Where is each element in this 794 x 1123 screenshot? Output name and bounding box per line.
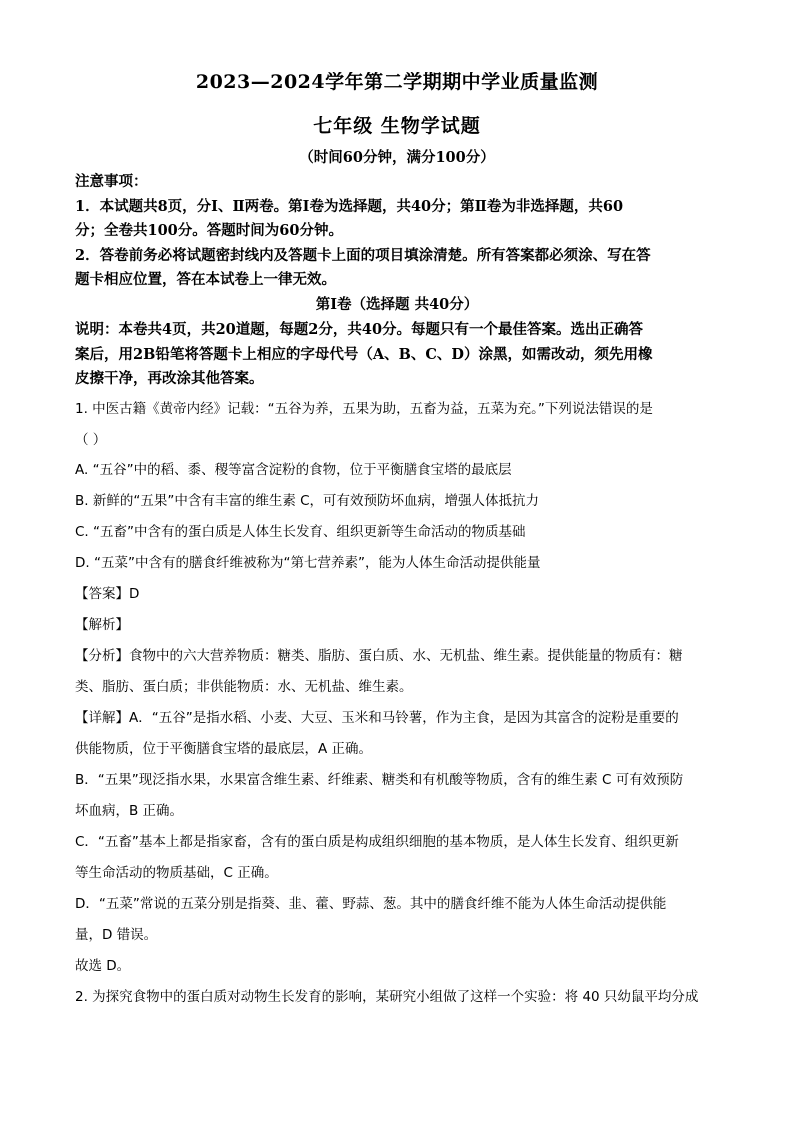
exam-subject: 七年级 生物学试题 <box>313 116 481 136</box>
fenxi-text-cont: 类、脂肪、蛋白质；非供能物质：水、无机盐、维生素。 <box>75 679 413 695</box>
notice-item-2: 2．答卷前务必将试题密封线内及答题卡上面的项目填涂清楚。所有答案都必须涂、写在答 <box>75 247 651 264</box>
xiangjie-d: D．“五菜”常说的五菜分别是指葵、韭、藿、野蒜、葱。其中的膳食纤维不能为人体生命活动提供能 <box>75 896 667 912</box>
xiangjie-c: C．“五畜”基本上都是指家畜，含有的蛋白质是构成组织细胞的基本物质，是人体生长发育、组织更新 <box>75 834 679 850</box>
xiangjie-b-cont: 坏血病，B 正确。 <box>75 803 184 819</box>
xiangjie-a: A．“五谷”是指水稻、小麦、大豆、玉米和马铃薯，作为主食，是因为其富含的淀粉是重要的 <box>129 710 679 726</box>
fenxi-text: 食物中的六大营养物质：糖类、脂肪、蛋白质、水、无机盐、维生素。提供能量的物质有：糖 <box>129 648 683 664</box>
section-1-desc: 说明：本卷共4页，共20道题，每题2分，共40分。每题只有一个最佳答案。选出正确答 <box>75 321 644 338</box>
section-1-desc-cont-2: 皮擦干净，再改涂其他答案。 <box>75 370 264 387</box>
question-1-option-a: A. “五谷”中的稻、黍、稷等富含淀粉的食物，位于平衡膳食宝塔的最底层 <box>75 462 512 478</box>
notice-heading: 注意事项： <box>75 173 148 190</box>
fenxi-row <box>75 646 725 666</box>
analysis-tag: 【解析】 <box>75 617 129 633</box>
xiangjie-c-cont: 等生命活动的物质基础，C 正确。 <box>75 865 278 881</box>
question-1-stem: 1. 中医古籍《黄帝内经》记载：“五谷为养，五果为助，五畜为益，五菜为充。”下列说法错误的是 <box>75 401 653 417</box>
xiangjie-tag: 【详解】 <box>75 710 129 726</box>
notice-item-2-cont: 题卡相应位置，答在本试卷上一律无效。 <box>75 271 336 288</box>
question-2-stem: 2. 为探究食物中的蛋白质对动物生长发育的影响，某研究小组做了这样一个实验：将 40 只幼鼠平均分成 <box>75 989 699 1005</box>
xiangjie-d-cont: 量，D 错误。 <box>75 927 158 943</box>
section-1-title: 第Ⅰ卷（选择题 共40分） <box>315 296 479 313</box>
answer-value: D <box>129 586 140 602</box>
exam-title: 2023—2024学年第二学期期中学业质量监测 <box>195 72 599 92</box>
xiangjie-b: B．“五果”现泛指水果，水果富含维生素、纤维素、糖类和有机酸等物质，含有的维生素 C 可有效预防 <box>75 772 684 788</box>
question-1-option-b: B. 新鲜的“五果”中含有丰富的维生素 C，可有效预防坏血病，增强人体抵抗力 <box>75 493 540 509</box>
answer-row <box>75 584 725 604</box>
xiangjie-row <box>75 708 725 728</box>
fenxi-tag: 【分析】 <box>75 648 129 664</box>
question-1-option-d: D. “五菜”中含有的膳食纤维被称为“第七营养素”，能为人体生命活动提供能量 <box>75 555 541 571</box>
exam-time-info: （时间60分钟，满分100分） <box>299 149 495 166</box>
question-1-option-c: C. “五畜”中含有的蛋白质是人体生长发育、组织更新等生命活动的物质基础 <box>75 524 526 540</box>
conclusion: 故选 D。 <box>75 958 131 974</box>
answer-tag: 【答案】 <box>75 586 129 602</box>
xiangjie-a-cont: 供能物质，位于平衡膳食宝塔的最底层，A 正确。 <box>75 741 373 757</box>
notice-item-1: 1．本试题共8页，分Ⅰ、Ⅱ两卷。第Ⅰ卷为选择题，共40分；第Ⅱ卷为非选择题，共60 <box>75 198 624 215</box>
notice-item-1-cont: 分；全卷共100分。答题时间为60分钟。 <box>75 222 343 239</box>
section-1-desc-cont-1: 案后，用2B铅笔将答题卡上相应的字母代号（A、B、C、D）涂黑，如需改动，须先用橡 <box>75 346 653 363</box>
question-1-blank: （ ） <box>75 432 107 448</box>
